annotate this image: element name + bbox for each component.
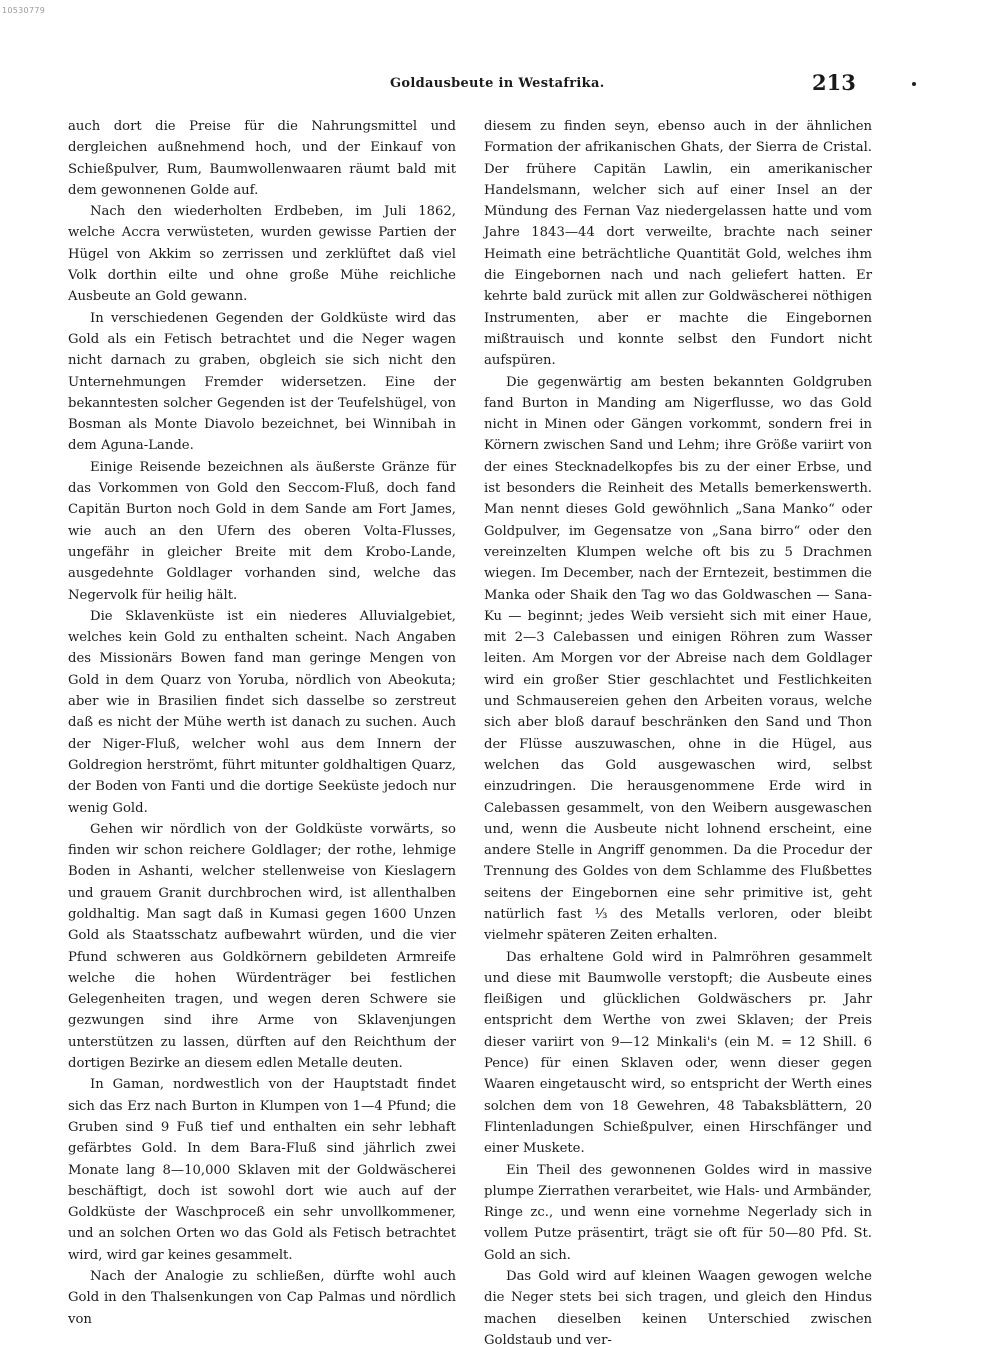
paragraph: Einige Reisende bezeichnen als äußerste Gränze für das Vorkommen von Gold den Seccom-Fluß, doch fand Capitän Burton noch Gold in dem Sande am Fort James, wie auch an den Ufern des oberen Volta-Flusses, ungefähr in gleicher Breite mit dem Krobo-Lande, ausgedehnte Goldlager vorhanden sind, welche das Negervolk für heilig hält.	[68, 459, 456, 603]
paragraph: Ein Theil des gewonnenen Goldes wird in massive plumpe Zierrathen verarbeitet, wie Hals- und Armbänder, Ringe zc., und wenn eine vornehme Negerlady sich in vollem Putze präsentirt, trägt sie oft für 50—80 Pfd. St. Gold an sich.	[484, 1162, 872, 1263]
paragraph: Das erhaltene Gold wird in Palmröhren gesammelt und diese mit Baumwolle verstopft; die Ausbeute eines fleißigen und glücklichen Goldwäschers pr. Jahr entspricht dem Werthe von zwei Sklaven; der Preis dieser variirt von 9—12 Minkali's (ein M. = 12 Shill. 6 Pence) für einen Sklaven oder, wenn dieser gegen Waaren eingetauscht wird, so entspricht der Werth eines solchen dem von 18 Gewehren, 48 Tabaksblättern, 20 Flintenladungen Schießpulver, einen Hirschfänger und einer Muskete.	[484, 949, 872, 1157]
right-text-column	[484, 116, 872, 1348]
paragraph: auch dort die Preise für die Nahrungsmittel und dergleichen außnehmend hoch, und der Einkauf von Schießpulver, Rum, Baumwollenwaaren räumt bald mit dem gewonnenen Golde auf.	[68, 119, 456, 198]
left-text-column	[68, 116, 456, 1327]
paragraph: Gehen wir nördlich von der Goldküste vorwärts, so finden wir schon reichere Goldlager; der rothe, lehmige Boden in Ashanti, welcher stellenweise von Kieslagern und grauem Granit durchbrochen wird, ist allenthalben goldhaltig. Man sagt daß in Kumasi gegen 1600 Unzen Gold als Staatsschatz aufbewahrt würden, und die vier Pfund schweren aus Goldkörnern gebildeten Armreife welche die hohen Würdenträger bei festlichen Gelegenheiten tragen, und wegen deren Schwere sie gezwungen sind ihre Arme von Sklavenjungen unterstützen zu lassen, dürften auf den Reichthum der dortigen Bezirke an diesem edlen Metalle deuten.	[68, 821, 456, 1072]
paragraph: Nach der Analogie zu schließen, dürfte wohl auch Gold in den Thalsenkungen von Cap Palmas und nördlich von	[68, 1269, 456, 1327]
paragraph: Die Sklavenküste ist ein niederes Alluvialgebiet, welches kein Gold zu enthalten scheint. Nach Angaben des Missionärs Bowen fand man geringe Mengen von Gold in dem Quarz von Yoruba, nördlich von Abeokuta; aber wie in Brasilien findet sich dasselbe so zerstreut daß es nicht der Mühe werth ist danach zu suchen. Auch der Niger-Fluß, welcher wohl aus dem Innern der Goldregion herströmt, führt mitunter goldhaltigen Quarz, der Boden von Fanti und die dortige Seeküste jedoch nur wenig Gold.	[68, 608, 456, 816]
paragraph: In Gaman, nordwestlich von der Hauptstadt findet sich das Erz nach Burton in Klumpen von 1—4 Pfund; die Gruben sind 9 Fuß tief und enthalten ein sehr lebhaft gefärbtes Gold. In dem Bara-Fluß sind jährlich zwei Monate lang 8—10,000 Sklaven mit der Goldwäscherei beschäftigt, doch ist sowohl dort wie auch auf der Goldküste der Waschproceß ein sehr unvollkommener, und an solchen Orten wo das Gold als Fetisch betrachtet wird, wird gar keines gesammelt.	[68, 1077, 456, 1263]
paragraph: Das Gold wird auf kleinen Waagen gewogen welche die Neger stets bei sich tragen, und gleich den Hindus machen dieselben keinen Unterschied zwischen Goldstaub und ver-	[484, 1269, 872, 1348]
running-title: Goldausbeute in Westafrika.	[390, 76, 605, 91]
paragraph: Nach den wiederholten Erdbeben, im Juli 1862, welche Accra verwüsteten, wurden gewisse Partien der Hügel von Akkim so zerrissen und zerklüftet daß viel Volk dorthin eilte und ohne große Mühe reichliche Ausbeute an Gold gewann.	[68, 204, 456, 305]
scan-id-label: 10530779	[2, 6, 46, 15]
page-number: 213	[812, 70, 856, 95]
paragraph: Die gegenwärtig am besten bekannten Goldgruben fand Burton in Manding am Nigerflusse, wo das Gold nicht in Minen oder Gängen vorkommt, sondern frei in Körnern zwischen Sand und Lehm; ihre Größe variirt von der eines Stecknadelkopfes bis zu der einer Erbse, und ist besonders die Reinheit des Metalls bemerkenswerth. Man nennt dieses Gold gewöhnlich „Sana Manko“ oder Goldpulver, im Gegensatze von „Sana birro“ oder den vereinzelten Klumpen welche oft bis zu 5 Drachmen wiegen. Im December, nach der Erntezeit, bestimmen die Manka oder Shaik den Tag wo das Goldwaschen — Sana-Ku — beginnt; jedes Weib versieht sich mit einer Haue, mit 2—3 Calebassen und einigen Röhren zum Wasser leiten. Am Morgen vor der Abreise nach dem Goldlager wird ein großer Stier geschlachtet und Festlichkeiten und Schmausereien gehen den Arbeiten voraus, welche sich aber bloß darauf beschränken den Sand und Thon der Flüsse auszuwaschen, ohne in die Hügel, aus welchen das Gold ausgewaschen wird, selbst einzudringen. Die herausgenommene Erde wird in Calebassen gesammelt, von den Weibern ausgewaschen und, wenn die Ausbeute nicht lohnend erscheint, eine andere Stelle in Angriff genommen. Da die Procedur der Trennung des Goldes von dem Schlamme des Flußbettes seitens der Eingebornen eine sehr primitive ist, geht natürlich fast ⅓ des Metalls verloren, oder bleibt vielmehr späteren Zeiten erhalten.	[484, 374, 872, 944]
paragraph: In verschiedenen Gegenden der Goldküste wird das Gold als ein Fetisch betrachtet und die Neger wagen nicht darnach zu graben, obgleich sie sich nicht den Unternehmungen Fremder widersetzen. Eine der bekanntesten solcher Gegenden ist der Teufelshügel, von Bosman als Monte Diavolo bezeichnet, bei Winnibah in dem Aguna-Lande.	[68, 310, 456, 454]
paragraph: diesem zu finden seyn, ebenso auch in der ähnlichen Formation der afrikanischen Ghats, der Sierra de Cristal. Der frühere Capitän Lawlin, ein amerikanischer Handelsmann, welcher sich auf einer Insel an der Mündung des Fernan Vaz niedergelassen hatte und vom Jahre 1843—44 dort verweilte, brachte nach seiner Heimath eine beträchtliche Quantität Gold, welches ihm die Eingebornen nach und nach geliefert hatten. Er kehrte bald zurück mit allen zur Goldwäscherei nöthigen Instrumenten, aber er machte die Eingebornen mißtrauisch und konnte selbst den Fundort nicht aufspüren.	[484, 119, 872, 369]
margin-dot-mark	[912, 82, 916, 86]
